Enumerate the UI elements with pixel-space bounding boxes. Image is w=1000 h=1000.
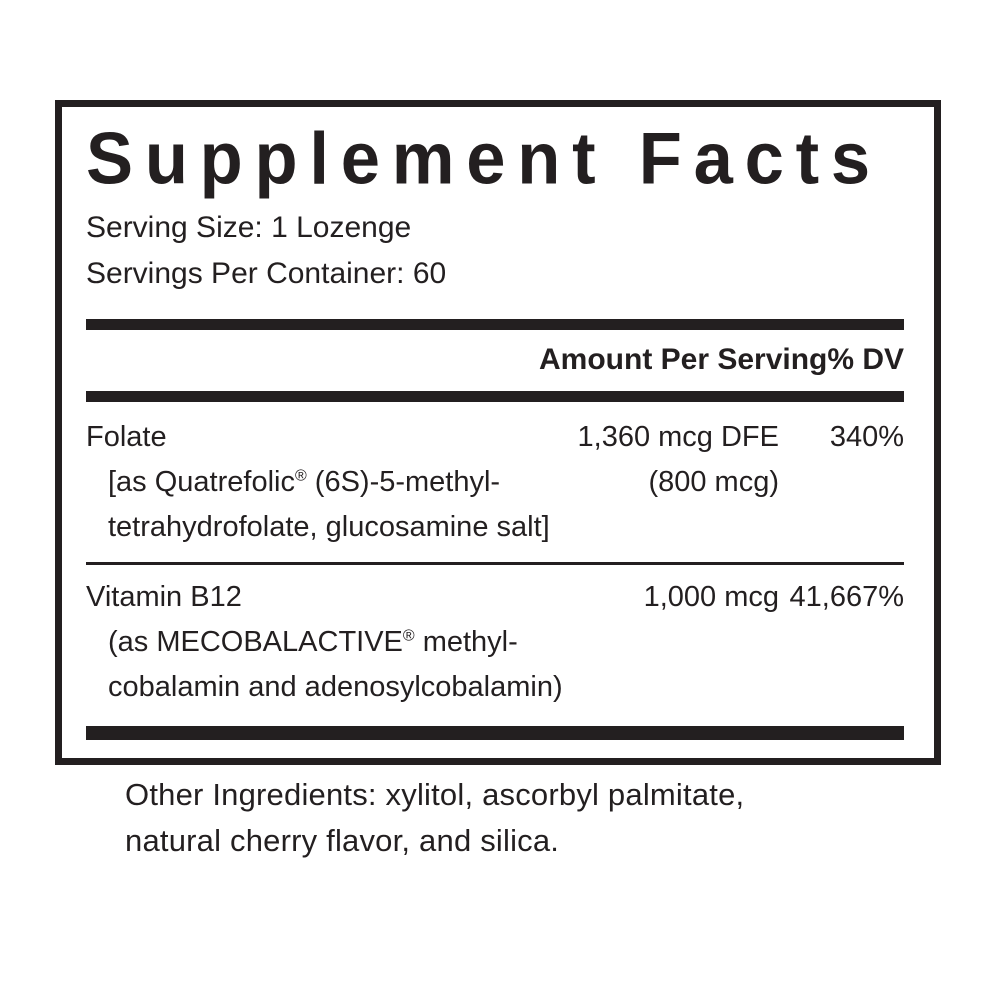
folate-detail-amount: (800 mcg) (648, 466, 779, 498)
amount-per-serving-header: Amount Per Serving (539, 343, 828, 376)
percent-dv-header: % DV (827, 343, 904, 376)
registered-trademark-icon: ® (402, 627, 415, 645)
nutrient-row-folate (86, 415, 904, 550)
b12-amount: 1,000 mcg (643, 581, 779, 613)
b12-detail-line-1 (86, 620, 904, 665)
folate-detail-line-1 (86, 460, 904, 505)
b12-detail-line-2: cobalamin and adenosylcobalamin) (108, 671, 563, 703)
b12-source-post: methyl- (414, 626, 518, 658)
other-ingredients-line-1: Other Ingredients: xylitol, ascorbyl palmitate, (125, 777, 745, 812)
servings-per-container-line (86, 251, 904, 297)
folate-detail-line-2: tetrahydrofolate, glucosamine salt] (108, 511, 550, 543)
thin-divider (86, 562, 904, 565)
folate-name: Folate (86, 421, 167, 453)
folate-amount: 1,360 mcg DFE (577, 421, 779, 453)
panel-title: Supplement Facts (86, 118, 882, 200)
b12-main-line (86, 575, 904, 620)
nutrient-row-vitamin-b12 (86, 575, 904, 710)
registered-trademark-icon: ® (294, 467, 307, 485)
folate-dv: 340% (829, 421, 904, 453)
servings-per-container-label: Servings Per Container: (86, 257, 405, 290)
serving-size-label: Serving Size: (86, 211, 263, 244)
servings-per-container-value: 60 (412, 257, 447, 290)
serving-size-value: 1 Lozenge (271, 211, 412, 244)
folate-source-pre: [as Quatrefolic (108, 466, 295, 498)
heavy-divider-under-header (86, 391, 904, 402)
serving-size-line (86, 205, 904, 251)
supplement-facts-panel (55, 100, 941, 765)
heavy-divider-bottom (86, 726, 904, 740)
table-header-row (86, 330, 904, 391)
folate-main-line (86, 415, 904, 460)
other-ingredients (125, 772, 744, 864)
b12-dv: 41,667% (789, 581, 904, 613)
folate-source-text (86, 460, 539, 505)
b12-source-pre: (as MECOBALACTIVE (108, 626, 403, 658)
other-ingredients-line-2: natural cherry flavor, and silica. (125, 823, 560, 858)
folate-source-post: (6S)-5-methyl- (306, 466, 501, 498)
heavy-divider-top (86, 319, 904, 330)
b12-name: Vitamin B12 (86, 581, 242, 613)
